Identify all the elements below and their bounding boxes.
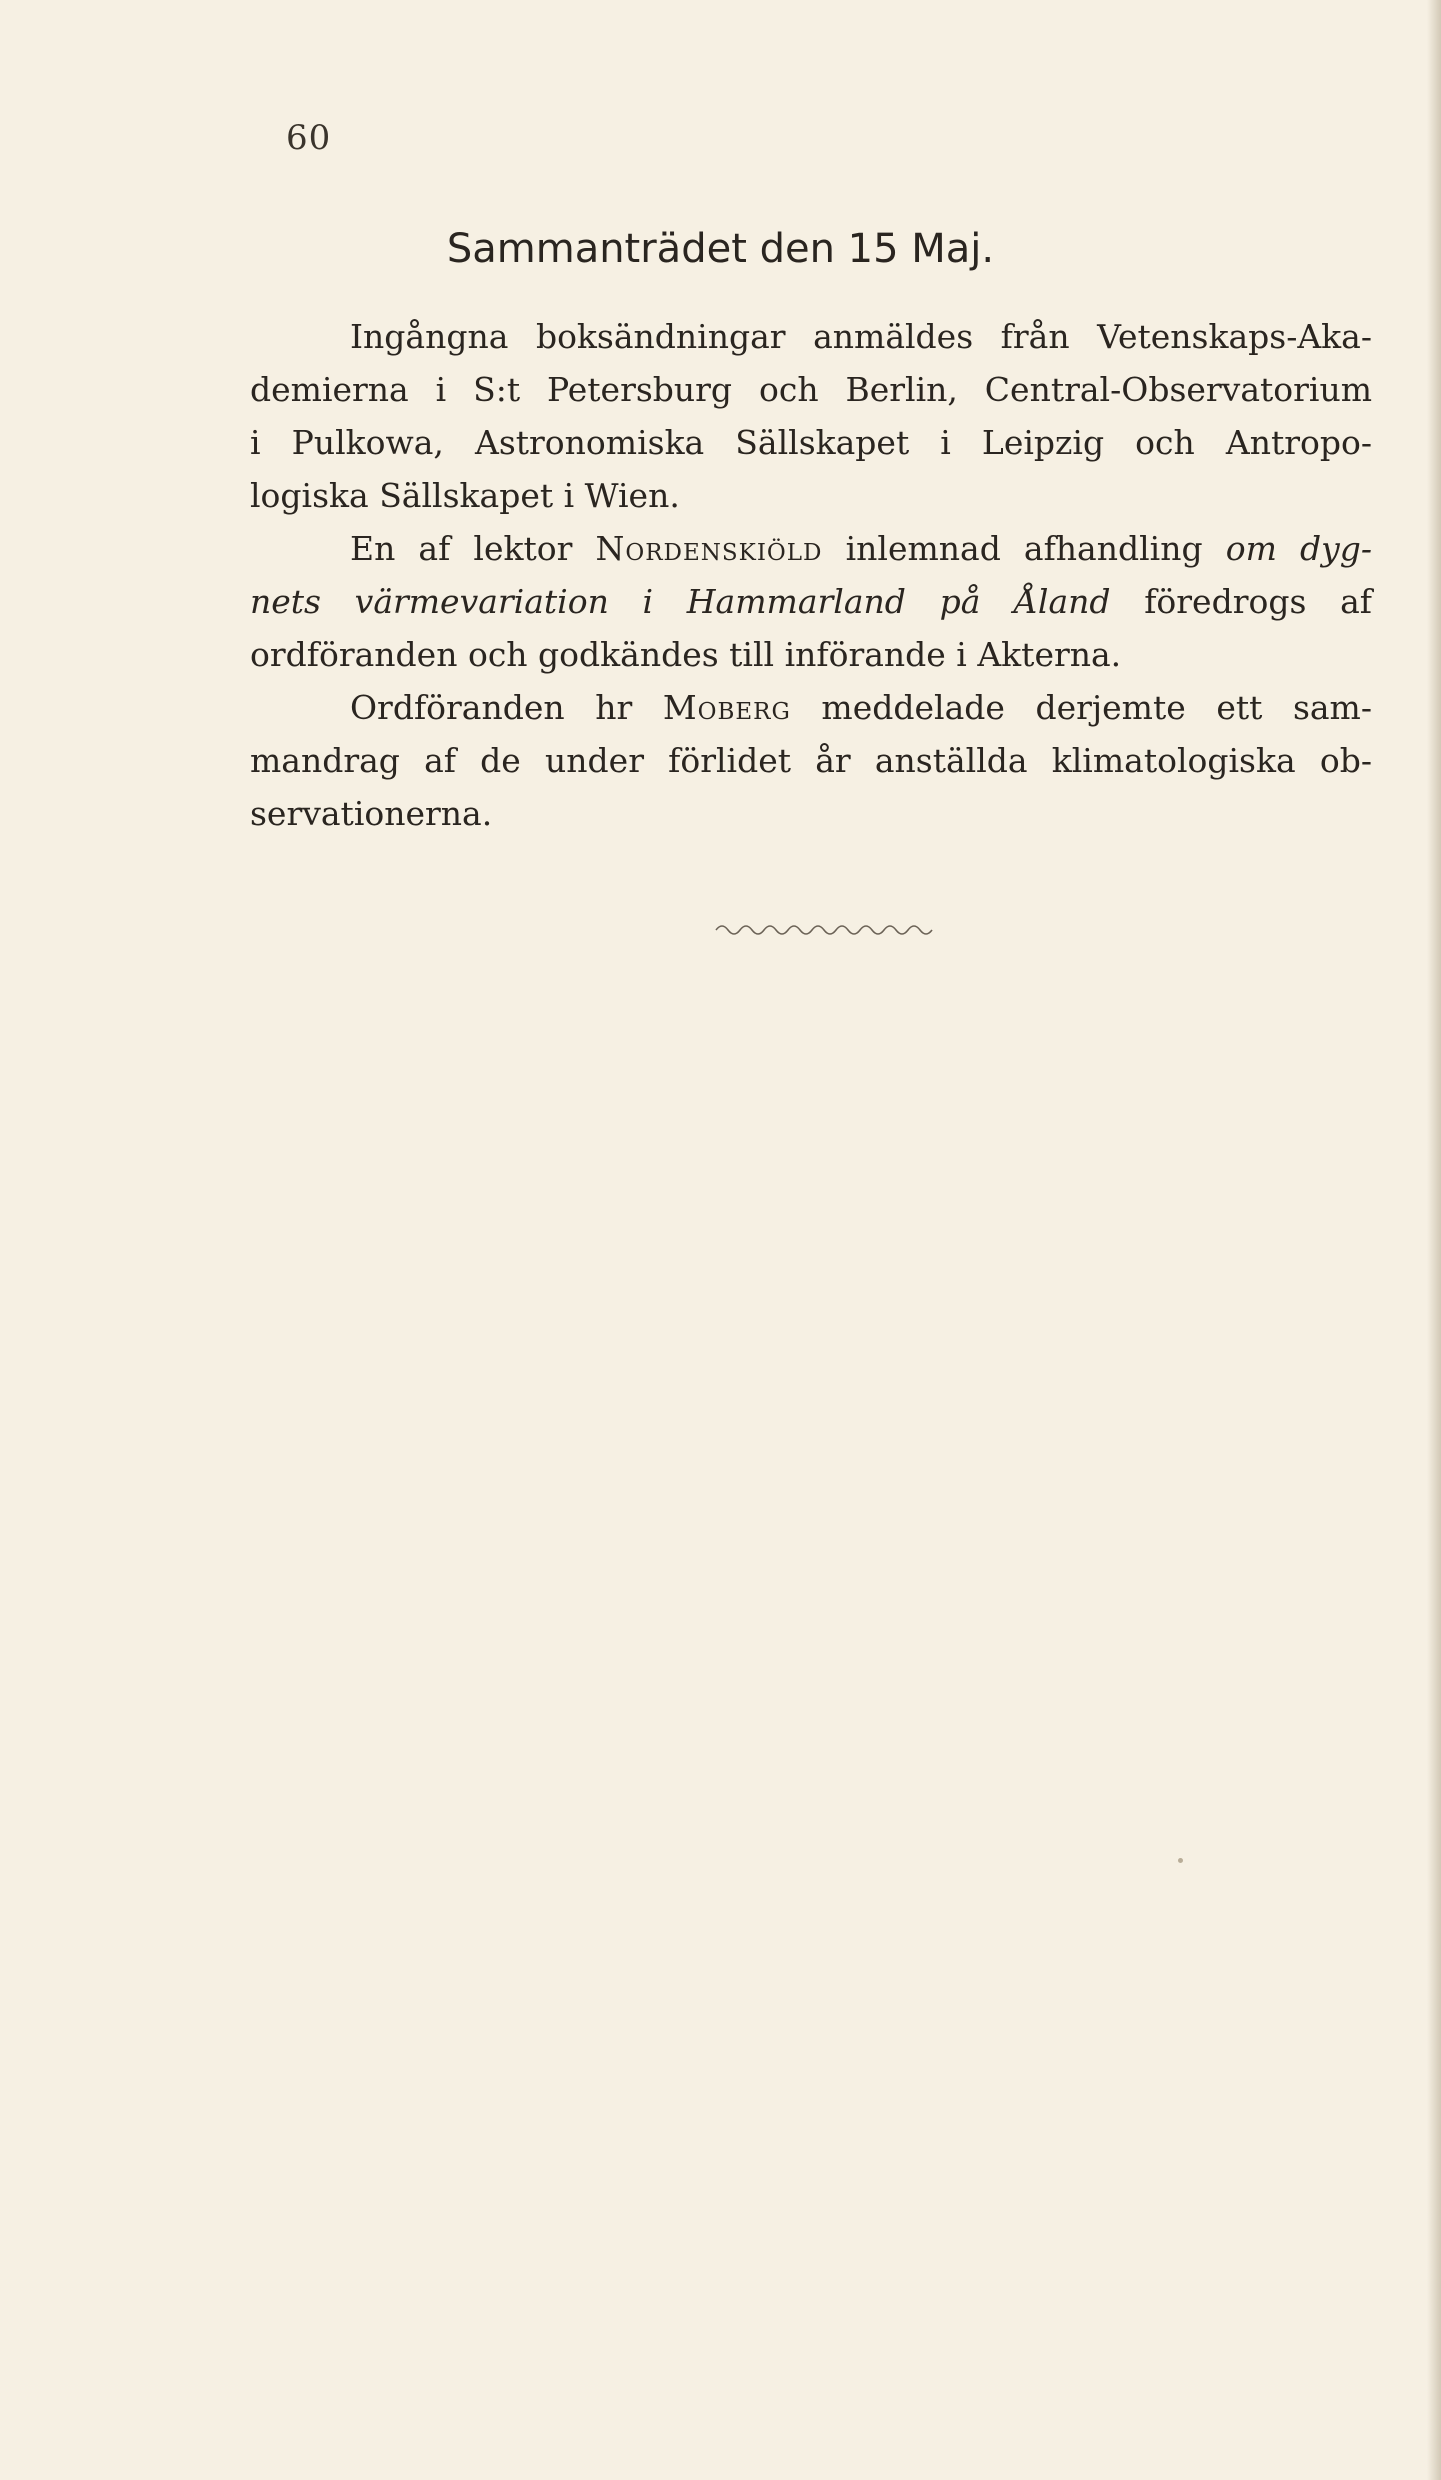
paragraph-3-text-after: meddelade derjemte ett sam- xyxy=(790,688,1372,727)
page-number: 60 xyxy=(286,118,332,158)
session-heading: Sammanträdet den 15 Maj. xyxy=(446,226,995,272)
paragraph-3-line-2: mandrag af de under förlidet år anställda klimatologiska ob- xyxy=(250,741,1372,780)
chairman-name-moberg: Moberg xyxy=(662,688,791,727)
paper-speck xyxy=(1178,1858,1183,1863)
paragraph-1-line-3: i Pulkowa, Astronomiska Sällskapet i Leipzig och Antropo- xyxy=(250,423,1372,462)
body-text xyxy=(250,310,1372,840)
paragraph-2-text-middle: inlemnad afhandling xyxy=(822,529,1226,568)
treatise-title-part-2: nets värmevariation i Hammarland på Åland xyxy=(250,582,1111,621)
paragraph-1-line-1: Ingångna boksändningar anmäldes från Vetenskaps-Aka- xyxy=(350,317,1372,356)
paragraph-1-line-4: logiska Sällskapet i Wien. xyxy=(250,476,680,515)
paragraph-1-line-2: demierna i S:t Petersburg och Berlin, Central-Observatorium xyxy=(250,370,1372,409)
paragraph-2-text-after: föredrogs af xyxy=(1110,582,1372,621)
paragraph-2-text-before: En af lektor xyxy=(350,529,596,568)
wave-ornament-divider xyxy=(714,920,936,936)
paragraph-3-line-1 xyxy=(250,681,1372,734)
paragraph-3-text-before: Ordföranden hr xyxy=(350,688,663,727)
author-name-nordenskiold: Nordenskiöld xyxy=(595,529,823,568)
page-edge-shadow xyxy=(1427,0,1441,2480)
paragraph-2-line-1 xyxy=(250,522,1372,575)
paragraph-3-line-3: servationerna. xyxy=(250,794,493,833)
paragraph-2-line-2 xyxy=(250,575,1372,628)
paragraph-2-line-3: ordföranden och godkändes till införande i Akterna. xyxy=(250,635,1122,674)
treatise-title-part-1: om dyg- xyxy=(1225,529,1372,568)
